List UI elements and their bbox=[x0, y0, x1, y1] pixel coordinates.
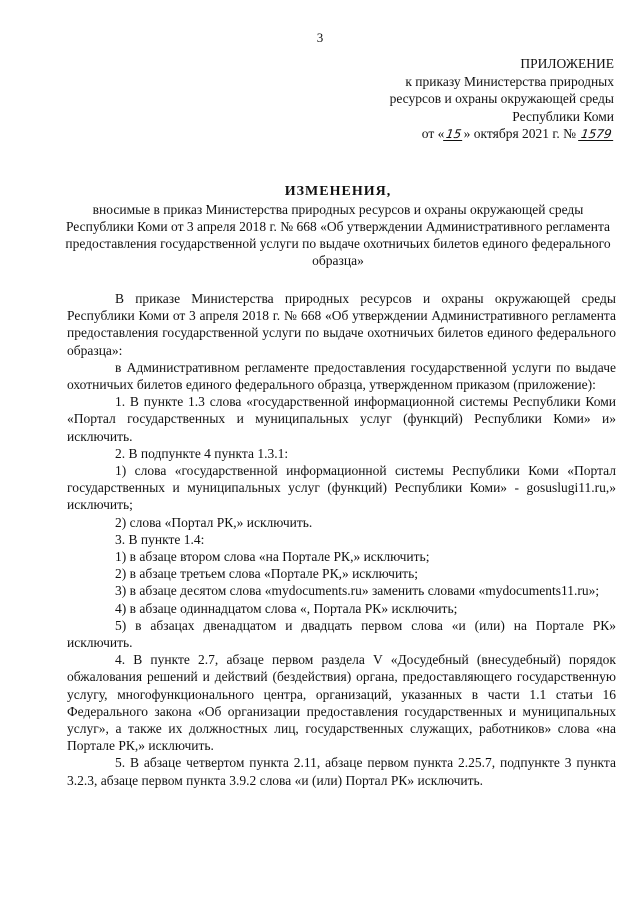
paragraph-item-3-1: 1) в абзаце втором слова «на Портале РК,» исключить; bbox=[115, 549, 430, 565]
paragraph-regulation: в Административном регламенте предоставления государственной услуги по выдаче охотничьих билетов единого федерального образца, утвержденном приказом (приложение): bbox=[67, 359, 616, 393]
appendix-title: ПРИЛОЖЕНИЕ bbox=[520, 56, 614, 71]
paragraph-item-3-5: 5) в абзацах двенадцатом и двадцать первом слова «и (или) на Портале РК» исключить. bbox=[67, 617, 616, 651]
page-number: 3 bbox=[316, 30, 324, 45]
handwritten-day: 15 bbox=[445, 127, 463, 141]
appendix-line-3: Республики Коми bbox=[512, 108, 614, 124]
appendix-line-2: ресурсов и охраны окружающей среды bbox=[389, 91, 614, 106]
date-middle: » октября 2021 г. № bbox=[463, 126, 577, 141]
paragraph-item-2: 2. В подпункте 4 пункта 1.3.1: bbox=[115, 445, 289, 461]
paragraph-intro: В приказе Министерства природных ресурсов и охраны окружающей среды Республики Коми от 3 апреля 2018 г. № 668 «Об утверждении Административного регламента предоставления государственной услуги по выдаче охотничьих билетов единого федерального образца»: bbox=[67, 291, 616, 358]
appendix-date-line bbox=[284, 125, 614, 143]
handwritten-order-number: 1579 bbox=[580, 127, 614, 141]
paragraph-item-3-4: 4) в абзаце одиннадцатом слова «, Портала РК» исключить; bbox=[115, 600, 458, 616]
paragraph-item-4: 4. В пункте 2.7, абзаце первом раздела V «Досудебный (внесудебный) порядок обжалования решений и действий (бездействия) органа, предоставляющего государственную услугу, многофункционального центра, организаций, указанных в части 1.1 статьи 16 Федерального закона «Об организации предоставления государственных и муниципальных услуг», а также их должностных лиц, государственных служащих, работников» слова «на Портале РК,» исключить. bbox=[67, 652, 616, 754]
paragraph-item-2-2: 2) слова «Портал РК,» исключить. bbox=[115, 514, 313, 530]
paragraph-item-3-3: 3) в абзаце десятом слова «mydocuments.ru» заменить словами «mydocuments11.ru»; bbox=[115, 583, 600, 599]
appendix-line-1: к приказу Министерства природных bbox=[405, 73, 614, 89]
paragraph-item-3-2: 2) в абзаце третьем слова «Портале РК,» исключить; bbox=[115, 566, 418, 582]
paragraph-item-3: 3. В пункте 1.4: bbox=[115, 531, 205, 547]
paragraph-item-2-1: 1) слова «государственной информационной системы Республики Коми «Портал государственных и муниципальных услуг (функций) Республики Коми» - gosuslugi11.ru,» исключить; bbox=[67, 463, 616, 513]
paragraph-item-1: 1. В пункте 1.3 слова «государственной информационной системы Республики Коми «Портал государственных и муниципальных услуг (функций) Республики Коми» и» исключить. bbox=[67, 394, 616, 444]
document-body bbox=[67, 286, 616, 789]
paragraph-item-5: 5. В абзаце четвертом пункта 2.11, абзаце первом пункта 2.25.7, подпункте 3 пункта 3.2.3, абзаце первом пункта 3.9.2 слова «и (или) Портал РК» исключить. bbox=[67, 755, 616, 788]
appendix-header bbox=[284, 55, 614, 143]
date-prefix: от « bbox=[421, 126, 445, 141]
title-subtitle: вносимые в приказ Министерства природных ресурсов и охраны окружающей среды Республики Коми от 3 апреля 2018 г. № 668 «Об утверждении Административного регламента предоставления государственной услуги по выдаче охотничьих билетов единого федерального образца» bbox=[65, 202, 611, 268]
document-title bbox=[60, 183, 616, 269]
title-heading: ИЗМЕНЕНИЯ, bbox=[284, 184, 392, 199]
